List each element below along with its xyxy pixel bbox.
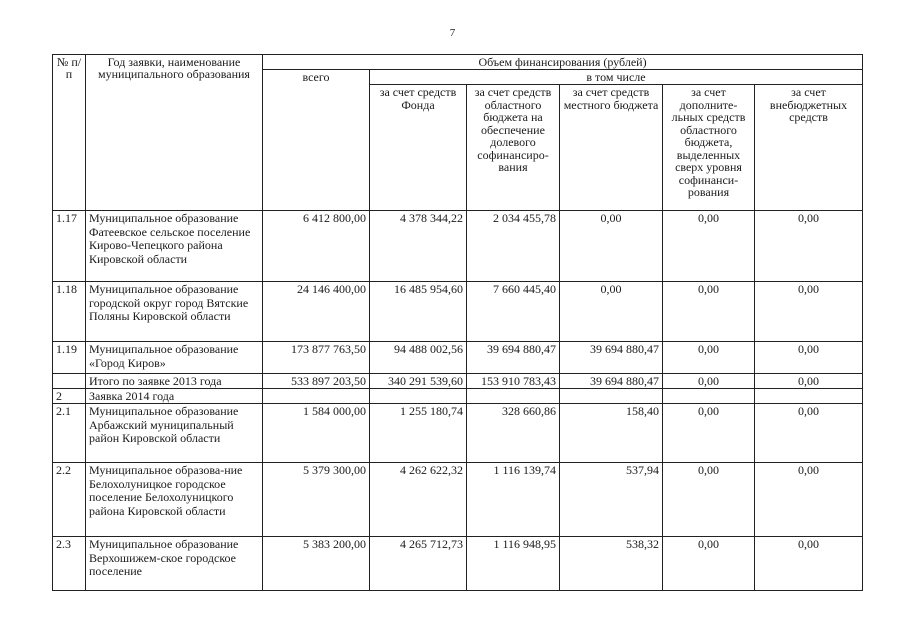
- header-regional: за счет средств областного бюджета на обеспечение долевого софинансиро-вания: [467, 85, 560, 211]
- row-extra: 0,00: [663, 404, 755, 463]
- header-num: № п/п: [53, 55, 86, 211]
- row-total: 5 379 300,00: [263, 463, 370, 537]
- table-row: [53, 282, 863, 342]
- total-row-2013: [53, 374, 863, 389]
- table-row: [53, 537, 863, 591]
- row-extra: 0,00: [663, 537, 755, 591]
- year-label: Заявка 2014 года: [86, 389, 263, 404]
- total-num-cell: [53, 374, 86, 389]
- header-extra-regional: за счет дополните-льных средств областного бюджета, выделенных сверх уровня софинанси-рования: [663, 85, 755, 211]
- row-regional: 1 116 948,95: [467, 537, 560, 591]
- row-name: Муниципальное образование «Город Киров»: [86, 342, 263, 374]
- row-offbudget: 0,00: [755, 282, 863, 342]
- row-fund: 1 255 180,74: [370, 404, 467, 463]
- row-name: Муниципальное образование Верхошижем-ское городское поселение: [86, 537, 263, 591]
- row-local: 0,00: [560, 282, 663, 342]
- row-num: 1.19: [53, 342, 86, 374]
- row-regional: 2 034 455,78: [467, 211, 560, 282]
- total-offbudget: 0,00: [755, 374, 863, 389]
- year-num: 2: [53, 389, 86, 404]
- header-financing-group: Объем финансирования (рублей): [263, 55, 863, 70]
- row-extra: 0,00: [663, 211, 755, 282]
- row-local: 538,32: [560, 537, 663, 591]
- empty-cell: [467, 389, 560, 404]
- table-row: [53, 342, 863, 374]
- header-total: всего: [263, 70, 370, 211]
- row-fund: 4 262 622,32: [370, 463, 467, 537]
- row-fund: 4 378 344,22: [370, 211, 467, 282]
- empty-cell: [370, 389, 467, 404]
- table-row: [53, 211, 863, 282]
- header-extrabudget: за счет внебюджетных средств: [755, 85, 863, 211]
- row-extra: 0,00: [663, 342, 755, 374]
- row-name: Муниципальное образование Фатеевское сельское поселение Кирово-Чепецкого района Кировской области: [86, 211, 263, 282]
- row-offbudget: 0,00: [755, 342, 863, 374]
- table-row: [53, 404, 863, 463]
- row-local: 158,40: [560, 404, 663, 463]
- total-fund: 340 291 539,60: [370, 374, 467, 389]
- row-local: 0,00: [560, 211, 663, 282]
- table-row: [53, 463, 863, 537]
- row-total: 24 146 400,00: [263, 282, 370, 342]
- row-extra: 0,00: [663, 463, 755, 537]
- empty-cell: [263, 389, 370, 404]
- row-offbudget: 0,00: [755, 537, 863, 591]
- row-total: 1 584 000,00: [263, 404, 370, 463]
- row-fund: 16 485 954,60: [370, 282, 467, 342]
- empty-cell: [663, 389, 755, 404]
- total-local: 39 694 880,47: [560, 374, 663, 389]
- row-local: 537,94: [560, 463, 663, 537]
- row-regional: 39 694 880,47: [467, 342, 560, 374]
- row-local: 39 694 880,47: [560, 342, 663, 374]
- row-total: 173 877 763,50: [263, 342, 370, 374]
- header-fund: за счет средств Фонда: [370, 85, 467, 211]
- row-regional: 328 660,86: [467, 404, 560, 463]
- row-offbudget: 0,00: [755, 211, 863, 282]
- row-num: 1.18: [53, 282, 86, 342]
- row-extra: 0,00: [663, 282, 755, 342]
- row-fund: 94 488 002,56: [370, 342, 467, 374]
- row-num: 2.1: [53, 404, 86, 463]
- page-number: 7: [449, 27, 456, 39]
- header-name: Год заявки, наименование муниципального образования: [86, 55, 263, 211]
- row-regional: 7 660 445,40: [467, 282, 560, 342]
- row-regional: 1 116 139,74: [467, 463, 560, 537]
- row-offbudget: 0,00: [755, 463, 863, 537]
- row-num: 1.17: [53, 211, 86, 282]
- row-name: Муниципальное образование Арбажский муниципальный район Кировской области: [86, 404, 263, 463]
- row-name: Муниципальное образование городской округ город Вятские Поляны Кировской области: [86, 282, 263, 342]
- header-including: в том числе: [370, 70, 863, 85]
- row-total: 5 383 200,00: [263, 537, 370, 591]
- empty-cell: [755, 389, 863, 404]
- row-num: 2.3: [53, 537, 86, 591]
- total-total: 533 897 203,50: [263, 374, 370, 389]
- header-local: за счет средств местного бюджета: [560, 85, 663, 211]
- empty-cell: [560, 389, 663, 404]
- financing-table: [52, 54, 863, 591]
- total-regional: 153 910 783,43: [467, 374, 560, 389]
- row-total: 6 412 800,00: [263, 211, 370, 282]
- row-fund: 4 265 712,73: [370, 537, 467, 591]
- year-2014-row: [53, 389, 863, 404]
- row-offbudget: 0,00: [755, 404, 863, 463]
- total-label: Итого по заявке 2013 года: [86, 374, 263, 389]
- row-num: 2.2: [53, 463, 86, 537]
- total-extra: 0,00: [663, 374, 755, 389]
- row-name: Муниципальное образова-ние Белохолуницкое городское поселение Белохолуницкого района Кировской области: [86, 463, 263, 537]
